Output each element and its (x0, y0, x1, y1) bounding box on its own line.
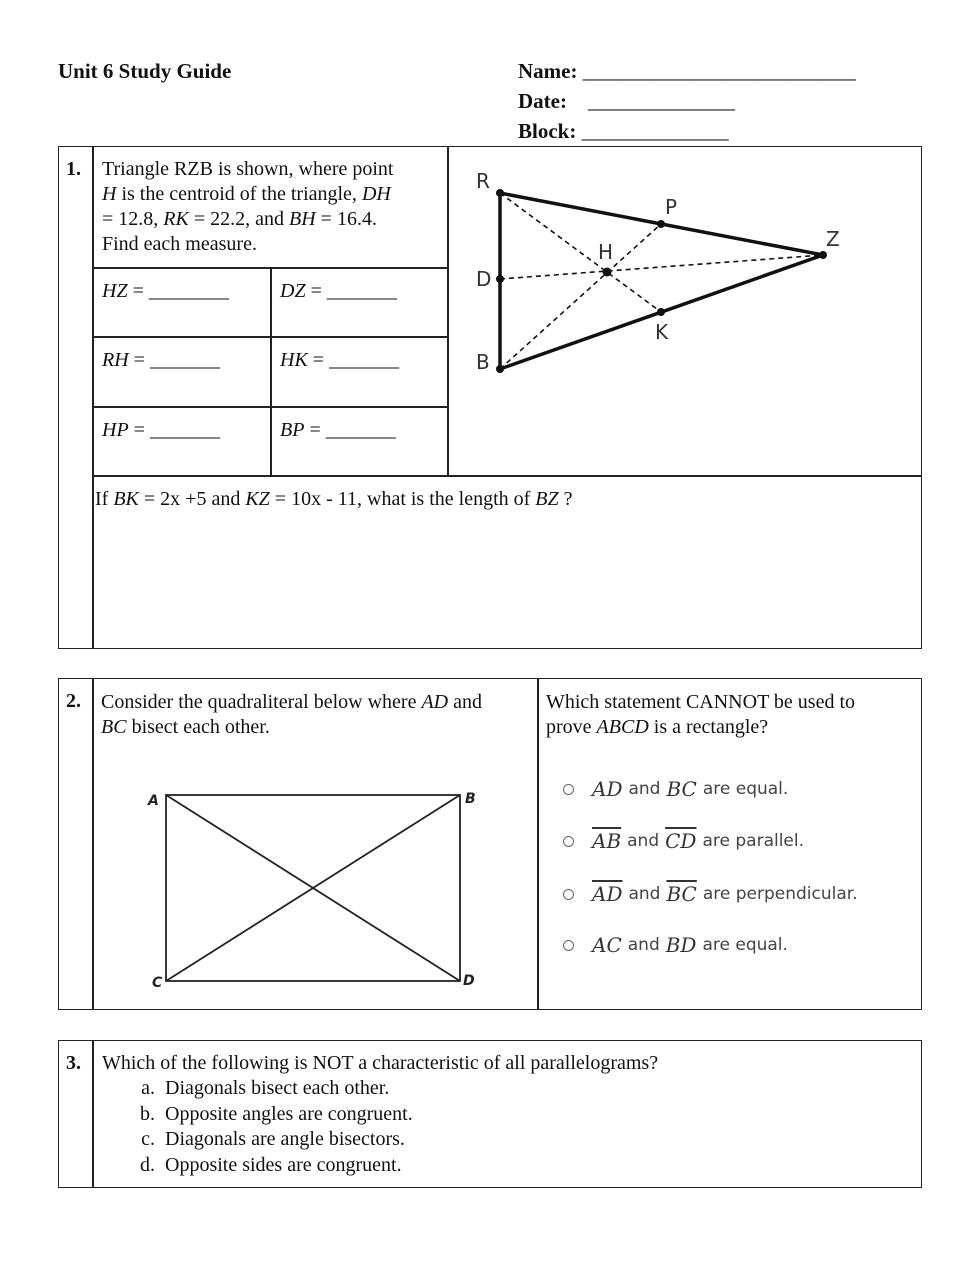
q1-var-h: H (102, 183, 117, 205)
q3-number-divider (92, 1040, 94, 1188)
q2-option-3-text: are perpendicular. (702, 884, 858, 904)
quadrilateral-abcd-diagram (140, 780, 490, 995)
q2-right-line-2 (546, 715, 916, 740)
q2-right-text-2: is a rectangle? (648, 716, 769, 738)
q2-prompt-text-3: bisect each other. (126, 716, 270, 738)
q1-prompt-text-3c: = 16.4. (315, 208, 377, 230)
q2-option-1[interactable] (563, 777, 794, 801)
question-1-prompt (102, 157, 442, 257)
label-b: B (465, 791, 476, 807)
q1-cell-bp-blank: = _______ (304, 419, 396, 441)
q1-cell-hp-var: HP (102, 419, 129, 441)
q2-option-3-segment-1: $\overline{AD}$ (592, 882, 623, 906)
name-blank: __________________________ (582, 59, 856, 83)
q1-prompt-line-4: Find each measure. (102, 233, 257, 255)
q1-cell-hp-blank: = _______ (128, 419, 220, 441)
q2-option-4-connector: and (627, 935, 660, 955)
q1-followup-text-1: If (95, 488, 114, 510)
q1-cell-rh (102, 348, 220, 373)
label-p: P (665, 195, 678, 219)
q1-cell-rh-blank: = _______ (128, 349, 220, 371)
q2-option-1-segment-1: AD (592, 777, 623, 801)
label-d: D (463, 973, 475, 989)
q3-choice-b[interactable]: b. Opposite angles are congruent. (160, 1102, 912, 1128)
date-field (518, 89, 735, 114)
q2-option-1-text: are equal. (702, 779, 789, 799)
q2-number-divider (92, 678, 94, 1010)
q2-option-1-connector: and (628, 779, 661, 799)
q3-prompt-text: Which of the following is NOT a characteristic of all parallelograms? (102, 1052, 659, 1074)
q3-choice-a[interactable]: a. Diagonals bisect each other. (160, 1076, 912, 1102)
label-b: B (476, 350, 490, 374)
q2-option-2[interactable] (563, 829, 810, 853)
q1-prompt-line-1: Triangle RZB is shown, where point (102, 158, 394, 180)
point-r (496, 189, 504, 197)
point-k (657, 308, 665, 316)
question-3-prompt (102, 1051, 912, 1178)
label-z: Z (826, 227, 840, 251)
q1-prompt-line-2 (102, 182, 442, 207)
q2-prompt-line-2 (101, 715, 533, 740)
q1-cell-rh-var: RH (102, 349, 129, 371)
median-rk (500, 193, 661, 312)
q1-var-dh: DH (361, 183, 391, 205)
radio-icon[interactable] (563, 940, 574, 951)
radio-icon[interactable] (563, 889, 574, 900)
q1-cell-dz-blank: = _______ (305, 280, 397, 302)
q2-option-4-segment-1: AC (592, 933, 622, 957)
q1-cell-hp (102, 418, 220, 443)
point-h (603, 268, 612, 277)
label-d: D (476, 267, 492, 291)
question-3-number: 3. (66, 1052, 81, 1074)
q1-followup-text-4: ? (558, 488, 573, 510)
label-c: C (152, 975, 163, 991)
date-blank: ______________ (587, 89, 735, 113)
q1-prompt-text-3: = 12.8, (102, 208, 164, 230)
date-label: Date: (518, 89, 567, 113)
q2-var-ad: AD (421, 691, 449, 713)
point-d (496, 275, 504, 283)
q1-cell-bp-var: BP (280, 419, 305, 441)
point-z (819, 251, 827, 259)
q2-option-2-segment-2: $\overline{CD}$ (665, 829, 697, 853)
question-2-prompt (101, 690, 533, 740)
page-title: Unit 6 Study Guide (58, 59, 232, 83)
q1-cell-hk-blank: = _______ (307, 349, 400, 371)
q2-prompt-text-2: and (448, 691, 483, 713)
radio-icon[interactable] (563, 784, 574, 795)
question-2-right-prompt (546, 690, 916, 740)
q1-prompt-line-3 (102, 207, 442, 232)
q1-followup-text-2: = 2x +5 and (138, 488, 246, 510)
label-k: K (655, 320, 669, 344)
q2-var-abcd: ABCD (596, 716, 649, 738)
q2-option-2-text: are parallel. (702, 831, 805, 851)
q1-number-divider (92, 146, 94, 649)
point-p (657, 220, 665, 228)
q1-cell-hz-blank: = ________ (127, 280, 229, 302)
q2-var-bc: BC (101, 716, 127, 738)
q3-choice-list (102, 1076, 912, 1178)
q2-option-3[interactable] (563, 882, 864, 906)
q1-cell-hk-var: HK (280, 349, 308, 371)
question-1-number: 1. (66, 158, 81, 180)
q2-option-2-connector: and (627, 831, 660, 851)
median-dz (500, 255, 823, 279)
q2-prompt-line-1 (101, 690, 533, 715)
q3-choice-d[interactable]: d. Opposite sides are congruent. (160, 1153, 912, 1179)
q2-prompt-text-1: Consider the quadraliteral below where (101, 691, 422, 713)
point-b (496, 365, 504, 373)
q1-prompt-text-3b: = 22.2, and (188, 208, 289, 230)
q2-option-2-segment-1: $\overline{AB}$ (592, 829, 622, 853)
label-h: H (598, 240, 614, 264)
q2-option-1-segment-2: BC (666, 777, 697, 801)
q3-choice-c[interactable]: c. Diagonals are angle bisectors. (160, 1127, 912, 1153)
q1-var-kz: KZ (245, 488, 270, 510)
name-field (518, 59, 856, 84)
q1-followup-text-3: = 10x - 11, what is the length of (269, 488, 536, 510)
median-bp (500, 224, 661, 369)
block-field (518, 119, 729, 144)
q2-option-4-text: are equal. (702, 935, 788, 955)
q2-right-line-1: Which statement CANNOT be used to (546, 691, 856, 713)
q1-cell-hz-var: HZ (102, 280, 128, 302)
q1-var-bz: BZ (535, 488, 559, 510)
q1-cell-hk (280, 348, 399, 373)
question-2-number: 2. (66, 690, 81, 712)
q2-column-divider (537, 678, 539, 1010)
q1-followup-divider (92, 475, 922, 477)
block-label: Block: (518, 119, 577, 143)
q2-option-4[interactable] (563, 933, 794, 957)
q1-var-rk: RK (163, 208, 189, 230)
q2-option-3-segment-2: $\overline{BC}$ (666, 882, 697, 906)
q2-option-4-segment-2: BD (665, 933, 697, 957)
q2-right-text-1: prove (546, 716, 597, 738)
q2-option-3-connector: and (628, 884, 661, 904)
label-r: R (476, 169, 490, 193)
block-blank: ______________ (581, 119, 729, 143)
q1-cell-dz (280, 279, 397, 304)
radio-icon[interactable] (563, 836, 574, 847)
q1-prompt-text-2: is the centroid of the triangle, (116, 183, 362, 205)
q1-grid-col-line (270, 267, 272, 476)
q1-followup-question (95, 487, 573, 512)
q1-cell-bp (280, 418, 396, 443)
label-a: A (148, 793, 159, 809)
triangle-rzb-diagram (448, 147, 921, 475)
name-label: Name: (518, 59, 578, 83)
q1-cell-hz (102, 279, 229, 304)
q1-var-bk: BK (113, 488, 139, 510)
q1-var-bh: BH (289, 208, 316, 230)
q1-cell-dz-var: DZ (280, 280, 306, 302)
